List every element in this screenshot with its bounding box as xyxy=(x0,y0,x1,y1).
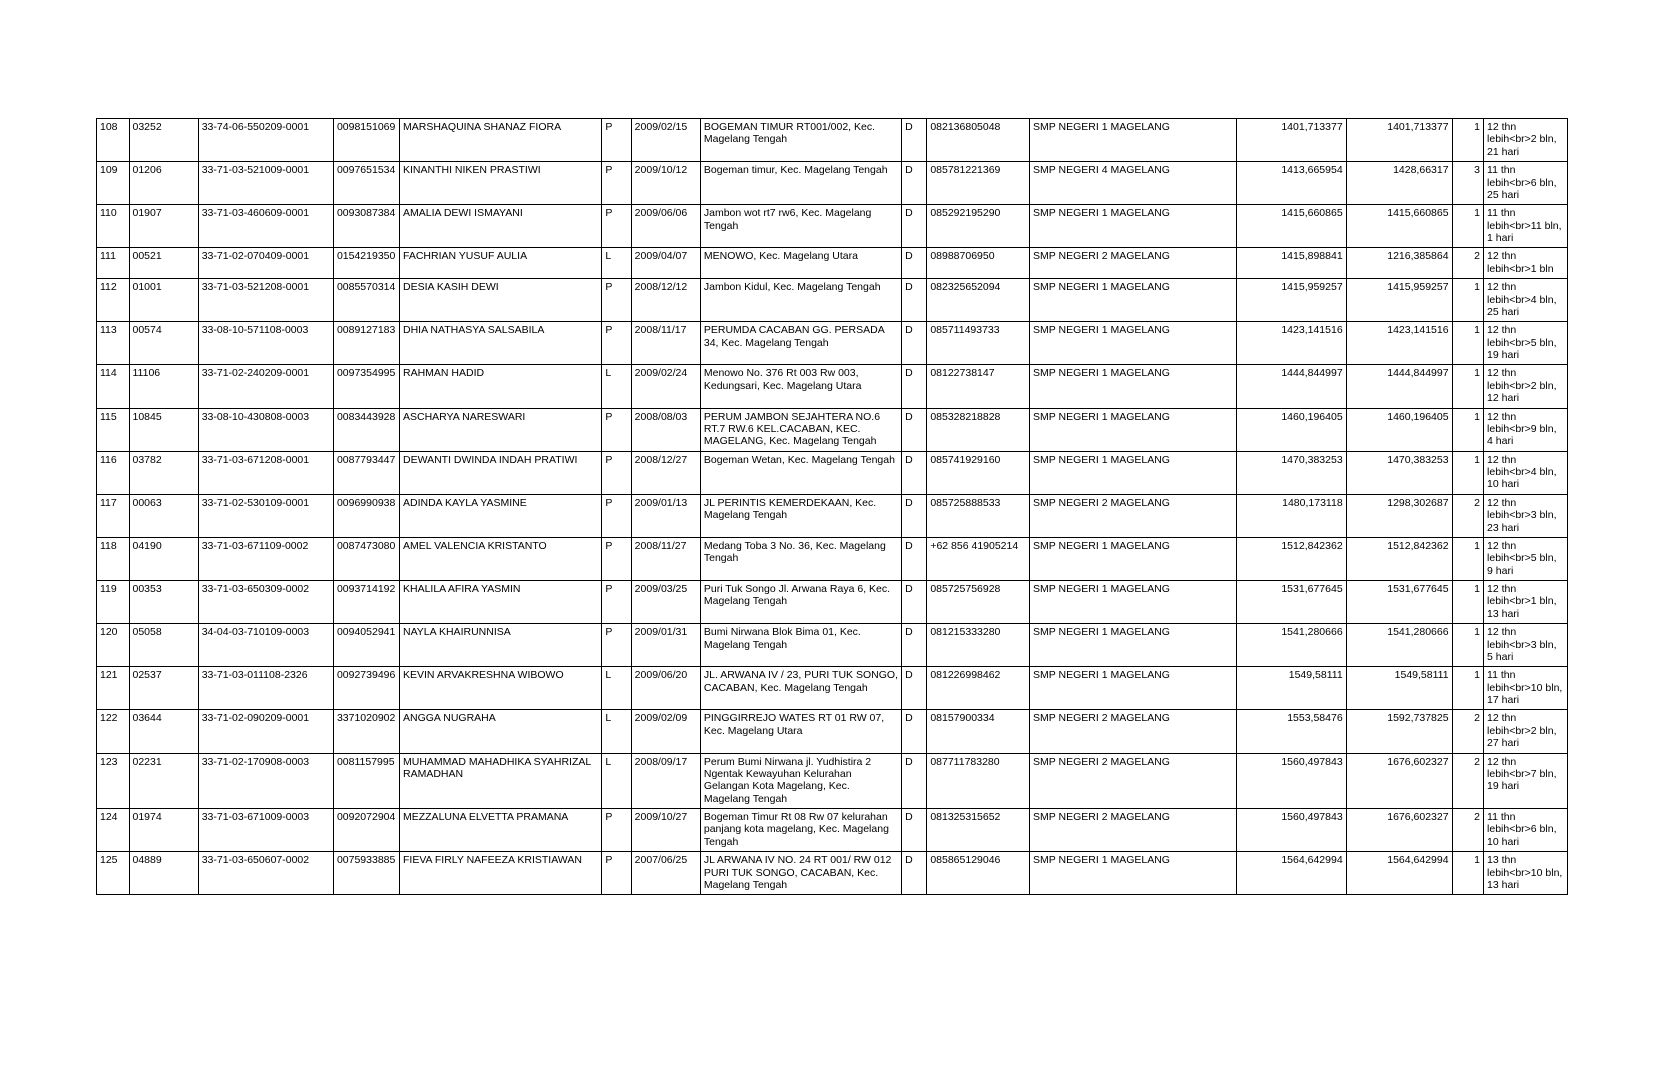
student-table-container xyxy=(96,118,1568,895)
cell-address: Puri Tuk Songo Jl. Arwana Raya 6, Kec. Magelang Tengah xyxy=(700,581,901,624)
cell-score-2: 1592,737825 xyxy=(1346,710,1452,753)
cell-status: D xyxy=(902,753,927,809)
cell-phone: +62 856 41905214 xyxy=(927,537,1030,580)
cell-school: SMP NEGERI 1 MAGELANG xyxy=(1030,537,1237,580)
cell-school: SMP NEGERI 1 MAGELANG xyxy=(1030,119,1237,162)
cell-rank: 1 xyxy=(1452,537,1483,580)
cell-phone: 085725756928 xyxy=(927,581,1030,624)
cell-address: Jambon wot rt7 rw6, Kec. Magelang Tengah xyxy=(700,205,901,248)
cell-school: SMP NEGERI 1 MAGELANG xyxy=(1030,279,1237,322)
cell-nik: 0096990938 xyxy=(333,494,399,537)
cell-status: D xyxy=(902,537,927,580)
cell-phone: 085865129046 xyxy=(927,852,1030,895)
cell-address: JL. ARWANA IV / 23, PURI TUK SONGO, CACABAN, Kec. Magelang Tengah xyxy=(700,667,901,710)
cell-nisn: 33-71-03-671009-0003 xyxy=(198,809,333,852)
cell-sex: L xyxy=(602,753,631,809)
cell-phone: 085725888533 xyxy=(927,494,1030,537)
cell-name: MEZZALUNA ELVETTA PRAMANA xyxy=(399,809,601,852)
cell-score-1: 1415,660865 xyxy=(1236,205,1346,248)
cell-school: SMP NEGERI 2 MAGELANG xyxy=(1030,753,1237,809)
cell-score-1: 1560,497843 xyxy=(1236,809,1346,852)
cell-name: MUHAMMAD MAHADHIKA SYAHRIZAL RAMADHAN xyxy=(399,753,601,809)
cell-rank: 1 xyxy=(1452,667,1483,710)
cell-school: SMP NEGERI 2 MAGELANG xyxy=(1030,710,1237,753)
cell-reg-no: 02231 xyxy=(129,753,198,809)
cell-score-2: 1444,844997 xyxy=(1346,365,1452,408)
student-data-table xyxy=(96,118,1568,895)
cell-reg-no: 00353 xyxy=(129,581,198,624)
cell-dob: 2009/06/20 xyxy=(631,667,700,710)
cell-no: 120 xyxy=(97,624,130,667)
cell-name: KHALILA AFIRA YASMIN xyxy=(399,581,601,624)
cell-nisn: 33-71-02-170908-0003 xyxy=(198,753,333,809)
table-row xyxy=(97,279,1568,322)
cell-score-1: 1480,173118 xyxy=(1236,494,1346,537)
cell-dob: 2008/12/12 xyxy=(631,279,700,322)
cell-reg-no: 03782 xyxy=(129,451,198,494)
cell-name: RAHMAN HADID xyxy=(399,365,601,408)
cell-score-2: 1541,280666 xyxy=(1346,624,1452,667)
cell-no: 112 xyxy=(97,279,130,322)
cell-age: 12 thn lebih<br>1 bln xyxy=(1484,248,1568,279)
cell-status: D xyxy=(902,279,927,322)
cell-score-2: 1415,660865 xyxy=(1346,205,1452,248)
cell-status: D xyxy=(902,624,927,667)
cell-address: Jambon Kidul, Kec. Magelang Tengah xyxy=(700,279,901,322)
cell-reg-no: 01001 xyxy=(129,279,198,322)
cell-reg-no: 01974 xyxy=(129,809,198,852)
cell-status: D xyxy=(902,119,927,162)
cell-status: D xyxy=(902,451,927,494)
cell-reg-no: 00574 xyxy=(129,322,198,365)
cell-nik: 0092072904 xyxy=(333,809,399,852)
cell-school: SMP NEGERI 4 MAGELANG xyxy=(1030,162,1237,205)
cell-phone: 082325652094 xyxy=(927,279,1030,322)
cell-reg-no: 11106 xyxy=(129,365,198,408)
cell-reg-no: 04889 xyxy=(129,852,198,895)
cell-rank: 1 xyxy=(1452,408,1483,451)
cell-no: 119 xyxy=(97,581,130,624)
cell-no: 108 xyxy=(97,119,130,162)
cell-nik: 0093714192 xyxy=(333,581,399,624)
cell-status: D xyxy=(902,162,927,205)
cell-dob: 2009/06/06 xyxy=(631,205,700,248)
cell-score-2: 1549,58111 xyxy=(1346,667,1452,710)
cell-score-1: 1560,497843 xyxy=(1236,753,1346,809)
cell-nik: 0098151069 xyxy=(333,119,399,162)
cell-score-1: 1415,959257 xyxy=(1236,279,1346,322)
table-row xyxy=(97,119,1568,162)
table-row xyxy=(97,408,1568,451)
cell-nisn: 34-04-03-710109-0003 xyxy=(198,624,333,667)
cell-score-2: 1676,602327 xyxy=(1346,753,1452,809)
cell-score-2: 1298,302687 xyxy=(1346,494,1452,537)
cell-no: 117 xyxy=(97,494,130,537)
table-row xyxy=(97,852,1568,895)
cell-sex: P xyxy=(602,494,631,537)
cell-rank: 1 xyxy=(1452,205,1483,248)
cell-nisn: 33-71-03-671109-0002 xyxy=(198,537,333,580)
cell-age: 11 thn lebih<br>10 bln, 17 hari xyxy=(1484,667,1568,710)
cell-address: BOGEMAN TIMUR RT001/002, Kec. Magelang Tengah xyxy=(700,119,901,162)
cell-phone: 087711783280 xyxy=(927,753,1030,809)
cell-dob: 2008/08/03 xyxy=(631,408,700,451)
cell-dob: 2008/12/27 xyxy=(631,451,700,494)
cell-no: 121 xyxy=(97,667,130,710)
cell-age: 11 thn lebih<br>6 bln, 10 hari xyxy=(1484,809,1568,852)
cell-sex: L xyxy=(602,667,631,710)
cell-age: 12 thn lebih<br>3 bln, 5 hari xyxy=(1484,624,1568,667)
cell-reg-no: 00063 xyxy=(129,494,198,537)
cell-nisn: 33-71-02-530109-0001 xyxy=(198,494,333,537)
cell-no: 113 xyxy=(97,322,130,365)
cell-nisn: 33-71-03-650309-0002 xyxy=(198,581,333,624)
cell-score-1: 1553,58476 xyxy=(1236,710,1346,753)
cell-sex: P xyxy=(602,581,631,624)
cell-rank: 2 xyxy=(1452,809,1483,852)
table-row xyxy=(97,162,1568,205)
cell-reg-no: 04190 xyxy=(129,537,198,580)
cell-status: D xyxy=(902,852,927,895)
cell-nik: 3371020902 xyxy=(333,710,399,753)
cell-score-2: 1470,383253 xyxy=(1346,451,1452,494)
cell-sex: P xyxy=(602,451,631,494)
cell-name: DESIA KASIH DEWI xyxy=(399,279,601,322)
cell-nik: 0093087384 xyxy=(333,205,399,248)
cell-age: 12 thn lebih<br>4 bln, 25 hari xyxy=(1484,279,1568,322)
cell-score-2: 1564,642994 xyxy=(1346,852,1452,895)
cell-score-2: 1512,842362 xyxy=(1346,537,1452,580)
cell-no: 118 xyxy=(97,537,130,580)
cell-score-2: 1415,959257 xyxy=(1346,279,1452,322)
cell-address: Menowo No. 376 Rt 003 Rw 003, Kedungsari, Kec. Magelang Utara xyxy=(700,365,901,408)
cell-sex: P xyxy=(602,279,631,322)
cell-sex: L xyxy=(602,365,631,408)
cell-name: MARSHAQUINA SHANAZ FIORA xyxy=(399,119,601,162)
cell-nik: 0075933885 xyxy=(333,852,399,895)
cell-reg-no: 03644 xyxy=(129,710,198,753)
cell-address: Perum Bumi Nirwana jl. Yudhistira 2 Ngentak Kewayuhan Kelurahan Gelangan Kota Magelang, Kec. Magelang Tengah xyxy=(700,753,901,809)
cell-school: SMP NEGERI 1 MAGELANG xyxy=(1030,322,1237,365)
cell-school: SMP NEGERI 2 MAGELANG xyxy=(1030,809,1237,852)
cell-dob: 2009/03/25 xyxy=(631,581,700,624)
cell-sex: L xyxy=(602,710,631,753)
cell-reg-no: 10845 xyxy=(129,408,198,451)
cell-age: 13 thn lebih<br>10 bln, 13 hari xyxy=(1484,852,1568,895)
cell-phone: 085781221369 xyxy=(927,162,1030,205)
cell-nik: 0087473080 xyxy=(333,537,399,580)
cell-sex: P xyxy=(602,162,631,205)
cell-sex: L xyxy=(602,248,631,279)
cell-sex: P xyxy=(602,537,631,580)
cell-nisn: 33-08-10-571108-0003 xyxy=(198,322,333,365)
cell-rank: 1 xyxy=(1452,581,1483,624)
cell-name: AMALIA DEWI ISMAYANI xyxy=(399,205,601,248)
cell-dob: 2009/04/07 xyxy=(631,248,700,279)
cell-score-1: 1423,141516 xyxy=(1236,322,1346,365)
cell-no: 123 xyxy=(97,753,130,809)
cell-sex: P xyxy=(602,119,631,162)
cell-reg-no: 02537 xyxy=(129,667,198,710)
cell-name: KINANTHI NIKEN PRASTIWI xyxy=(399,162,601,205)
cell-address: PERUMDA CACABAN GG. PERSADA 34, Kec. Magelang Tengah xyxy=(700,322,901,365)
cell-status: D xyxy=(902,667,927,710)
cell-dob: 2009/02/24 xyxy=(631,365,700,408)
cell-score-2: 1676,602327 xyxy=(1346,809,1452,852)
cell-dob: 2008/11/27 xyxy=(631,537,700,580)
cell-name: KEVIN ARVAKRESHNA WIBOWO xyxy=(399,667,601,710)
cell-status: D xyxy=(902,408,927,451)
cell-nisn: 33-71-02-090209-0001 xyxy=(198,710,333,753)
cell-address: Bumi Nirwana Blok Bima 01, Kec. Magelang Tengah xyxy=(700,624,901,667)
cell-status: D xyxy=(902,581,927,624)
cell-no: 114 xyxy=(97,365,130,408)
cell-phone: 081226998462 xyxy=(927,667,1030,710)
cell-nik: 0092739496 xyxy=(333,667,399,710)
cell-name: FACHRIAN YUSUF AULIA xyxy=(399,248,601,279)
cell-no: 116 xyxy=(97,451,130,494)
table-row xyxy=(97,710,1568,753)
cell-rank: 1 xyxy=(1452,451,1483,494)
cell-phone: 081325315652 xyxy=(927,809,1030,852)
cell-dob: 2009/02/15 xyxy=(631,119,700,162)
cell-score-1: 1564,642994 xyxy=(1236,852,1346,895)
cell-score-1: 1512,842362 xyxy=(1236,537,1346,580)
cell-phone: 085711493733 xyxy=(927,322,1030,365)
cell-score-1: 1470,383253 xyxy=(1236,451,1346,494)
cell-sex: P xyxy=(602,322,631,365)
cell-address: JL ARWANA IV NO. 24 RT 001/ RW 012 PURI TUK SONGO, CACABAN, Kec. Magelang Tengah xyxy=(700,852,901,895)
cell-score-1: 1401,713377 xyxy=(1236,119,1346,162)
cell-status: D xyxy=(902,809,927,852)
cell-nik: 0087793447 xyxy=(333,451,399,494)
cell-name: ADINDA KAYLA YASMINE xyxy=(399,494,601,537)
cell-age: 12 thn lebih<br>5 bln, 9 hari xyxy=(1484,537,1568,580)
cell-no: 122 xyxy=(97,710,130,753)
cell-phone: 085741929160 xyxy=(927,451,1030,494)
cell-nisn: 33-08-10-430808-0003 xyxy=(198,408,333,451)
cell-age: 12 thn lebih<br>4 bln, 10 hari xyxy=(1484,451,1568,494)
cell-sex: P xyxy=(602,809,631,852)
cell-school: SMP NEGERI 1 MAGELANG xyxy=(1030,852,1237,895)
cell-name: DHIA NATHASYA SALSABILA xyxy=(399,322,601,365)
cell-nisn: 33-71-02-240209-0001 xyxy=(198,365,333,408)
cell-nik: 0097651534 xyxy=(333,162,399,205)
cell-age: 12 thn lebih<br>2 bln, 12 hari xyxy=(1484,365,1568,408)
cell-score-1: 1541,280666 xyxy=(1236,624,1346,667)
cell-score-2: 1216,385864 xyxy=(1346,248,1452,279)
cell-no: 125 xyxy=(97,852,130,895)
table-row xyxy=(97,494,1568,537)
cell-school: SMP NEGERI 1 MAGELANG xyxy=(1030,408,1237,451)
cell-phone: 081215333280 xyxy=(927,624,1030,667)
table-row xyxy=(97,667,1568,710)
cell-no: 111 xyxy=(97,248,130,279)
cell-dob: 2007/06/25 xyxy=(631,852,700,895)
cell-nik: 0094052941 xyxy=(333,624,399,667)
cell-rank: 2 xyxy=(1452,710,1483,753)
cell-school: SMP NEGERI 2 MAGELANG xyxy=(1030,248,1237,279)
cell-sex: P xyxy=(602,408,631,451)
table-row xyxy=(97,809,1568,852)
table-row xyxy=(97,205,1568,248)
cell-status: D xyxy=(902,365,927,408)
cell-nisn: 33-71-03-650607-0002 xyxy=(198,852,333,895)
cell-nisn: 33-71-03-521208-0001 xyxy=(198,279,333,322)
cell-dob: 2009/10/12 xyxy=(631,162,700,205)
cell-age: 12 thn lebih<br>9 bln, 4 hari xyxy=(1484,408,1568,451)
cell-rank: 2 xyxy=(1452,753,1483,809)
cell-phone: 082136805048 xyxy=(927,119,1030,162)
cell-phone: 08988706950 xyxy=(927,248,1030,279)
cell-age: 12 thn lebih<br>5 bln, 19 hari xyxy=(1484,322,1568,365)
cell-nisn: 33-74-06-550209-0001 xyxy=(198,119,333,162)
cell-no: 109 xyxy=(97,162,130,205)
cell-address: Bogeman timur, Kec. Magelang Tengah xyxy=(700,162,901,205)
cell-rank: 1 xyxy=(1452,365,1483,408)
cell-reg-no: 03252 xyxy=(129,119,198,162)
cell-dob: 2008/11/17 xyxy=(631,322,700,365)
cell-status: D xyxy=(902,248,927,279)
cell-rank: 1 xyxy=(1452,852,1483,895)
cell-phone: 08157900334 xyxy=(927,710,1030,753)
cell-score-2: 1423,141516 xyxy=(1346,322,1452,365)
cell-rank: 1 xyxy=(1452,322,1483,365)
cell-nisn: 33-71-02-070409-0001 xyxy=(198,248,333,279)
cell-sex: P xyxy=(602,205,631,248)
cell-sex: P xyxy=(602,852,631,895)
cell-score-2: 1460,196405 xyxy=(1346,408,1452,451)
cell-score-1: 1460,196405 xyxy=(1236,408,1346,451)
cell-rank: 2 xyxy=(1452,494,1483,537)
cell-nisn: 33-71-03-011108-2326 xyxy=(198,667,333,710)
cell-school: SMP NEGERI 1 MAGELANG xyxy=(1030,667,1237,710)
cell-score-1: 1531,677645 xyxy=(1236,581,1346,624)
cell-status: D xyxy=(902,205,927,248)
cell-score-1: 1413,665954 xyxy=(1236,162,1346,205)
cell-age: 12 thn lebih<br>2 bln, 21 hari xyxy=(1484,119,1568,162)
cell-address: Bogeman Wetan, Kec. Magelang Tengah xyxy=(700,451,901,494)
cell-age: 11 thn lebih<br>6 bln, 25 hari xyxy=(1484,162,1568,205)
cell-reg-no: 01907 xyxy=(129,205,198,248)
cell-reg-no: 00521 xyxy=(129,248,198,279)
cell-name: ANGGA NUGRAHA xyxy=(399,710,601,753)
cell-nisn: 33-71-03-521009-0001 xyxy=(198,162,333,205)
cell-sex: P xyxy=(602,624,631,667)
cell-age: 12 thn lebih<br>7 bln, 19 hari xyxy=(1484,753,1568,809)
cell-nisn: 33-71-03-671208-0001 xyxy=(198,451,333,494)
cell-age: 12 thn lebih<br>3 bln, 23 hari xyxy=(1484,494,1568,537)
table-row xyxy=(97,451,1568,494)
cell-name: FIEVA FIRLY NAFEEZA KRISTIAWAN xyxy=(399,852,601,895)
cell-reg-no: 01206 xyxy=(129,162,198,205)
cell-score-2: 1401,713377 xyxy=(1346,119,1452,162)
table-row xyxy=(97,624,1568,667)
cell-school: SMP NEGERI 1 MAGELANG xyxy=(1030,581,1237,624)
cell-nik: 0085570314 xyxy=(333,279,399,322)
cell-no: 110 xyxy=(97,205,130,248)
table-row xyxy=(97,581,1568,624)
cell-dob: 2009/02/09 xyxy=(631,710,700,753)
cell-address: PINGGIRREJO WATES RT 01 RW 07, Kec. Magelang Utara xyxy=(700,710,901,753)
cell-school: SMP NEGERI 1 MAGELANG xyxy=(1030,624,1237,667)
cell-dob: 2009/01/13 xyxy=(631,494,700,537)
table-row xyxy=(97,753,1568,809)
cell-dob: 2009/10/27 xyxy=(631,809,700,852)
cell-rank: 3 xyxy=(1452,162,1483,205)
cell-address: Medang Toba 3 No. 36, Kec. Magelang Tengah xyxy=(700,537,901,580)
cell-school: SMP NEGERI 1 MAGELANG xyxy=(1030,205,1237,248)
cell-rank: 1 xyxy=(1452,624,1483,667)
cell-reg-no: 05058 xyxy=(129,624,198,667)
cell-age: 12 thn lebih<br>2 bln, 27 hari xyxy=(1484,710,1568,753)
cell-status: D xyxy=(902,494,927,537)
table-row xyxy=(97,322,1568,365)
table-row xyxy=(97,365,1568,408)
cell-score-2: 1531,677645 xyxy=(1346,581,1452,624)
cell-address: Bogeman Timur Rt 08 Rw 07 kelurahan panjang kota magelang, Kec. Magelang Tengah xyxy=(700,809,901,852)
cell-status: D xyxy=(902,710,927,753)
cell-address: JL PERINTIS KEMERDEKAAN, Kec. Magelang Tengah xyxy=(700,494,901,537)
cell-address: PERUM JAMBON SEJAHTERA NO.6 RT.7 RW.6 KEL.CACABAN, KEC. MAGELANG, Kec. Magelang Tengah xyxy=(700,408,901,451)
cell-rank: 2 xyxy=(1452,248,1483,279)
cell-school: SMP NEGERI 1 MAGELANG xyxy=(1030,365,1237,408)
cell-score-1: 1444,844997 xyxy=(1236,365,1346,408)
table-row xyxy=(97,537,1568,580)
table-body xyxy=(97,119,1568,895)
cell-phone: 085292195290 xyxy=(927,205,1030,248)
cell-phone: 085328218828 xyxy=(927,408,1030,451)
cell-age: 11 thn lebih<br>11 bln, 1 hari xyxy=(1484,205,1568,248)
cell-status: D xyxy=(902,322,927,365)
cell-name: ASCHARYA NARESWARI xyxy=(399,408,601,451)
cell-nik: 0089127183 xyxy=(333,322,399,365)
cell-dob: 2009/01/31 xyxy=(631,624,700,667)
cell-nik: 0081157995 xyxy=(333,753,399,809)
cell-school: SMP NEGERI 2 MAGELANG xyxy=(1030,494,1237,537)
cell-score-1: 1549,58111 xyxy=(1236,667,1346,710)
cell-name: DEWANTI DWINDA INDAH PRATIWI xyxy=(399,451,601,494)
cell-score-1: 1415,898841 xyxy=(1236,248,1346,279)
cell-school: SMP NEGERI 1 MAGELANG xyxy=(1030,451,1237,494)
cell-nik: 0154219350 xyxy=(333,248,399,279)
cell-nik: 0097354995 xyxy=(333,365,399,408)
cell-rank: 1 xyxy=(1452,119,1483,162)
cell-dob: 2008/09/17 xyxy=(631,753,700,809)
cell-rank: 1 xyxy=(1452,279,1483,322)
cell-name: NAYLA KHAIRUNNISA xyxy=(399,624,601,667)
cell-no: 124 xyxy=(97,809,130,852)
cell-address: MENOWO, Kec. Magelang Utara xyxy=(700,248,901,279)
cell-score-2: 1428,66317 xyxy=(1346,162,1452,205)
cell-nisn: 33-71-03-460609-0001 xyxy=(198,205,333,248)
cell-name: AMEL VALENCIA KRISTANTO xyxy=(399,537,601,580)
cell-age: 12 thn lebih<br>1 bln, 13 hari xyxy=(1484,581,1568,624)
cell-no: 115 xyxy=(97,408,130,451)
cell-phone: 08122738147 xyxy=(927,365,1030,408)
table-row xyxy=(97,248,1568,279)
cell-nik: 0083443928 xyxy=(333,408,399,451)
